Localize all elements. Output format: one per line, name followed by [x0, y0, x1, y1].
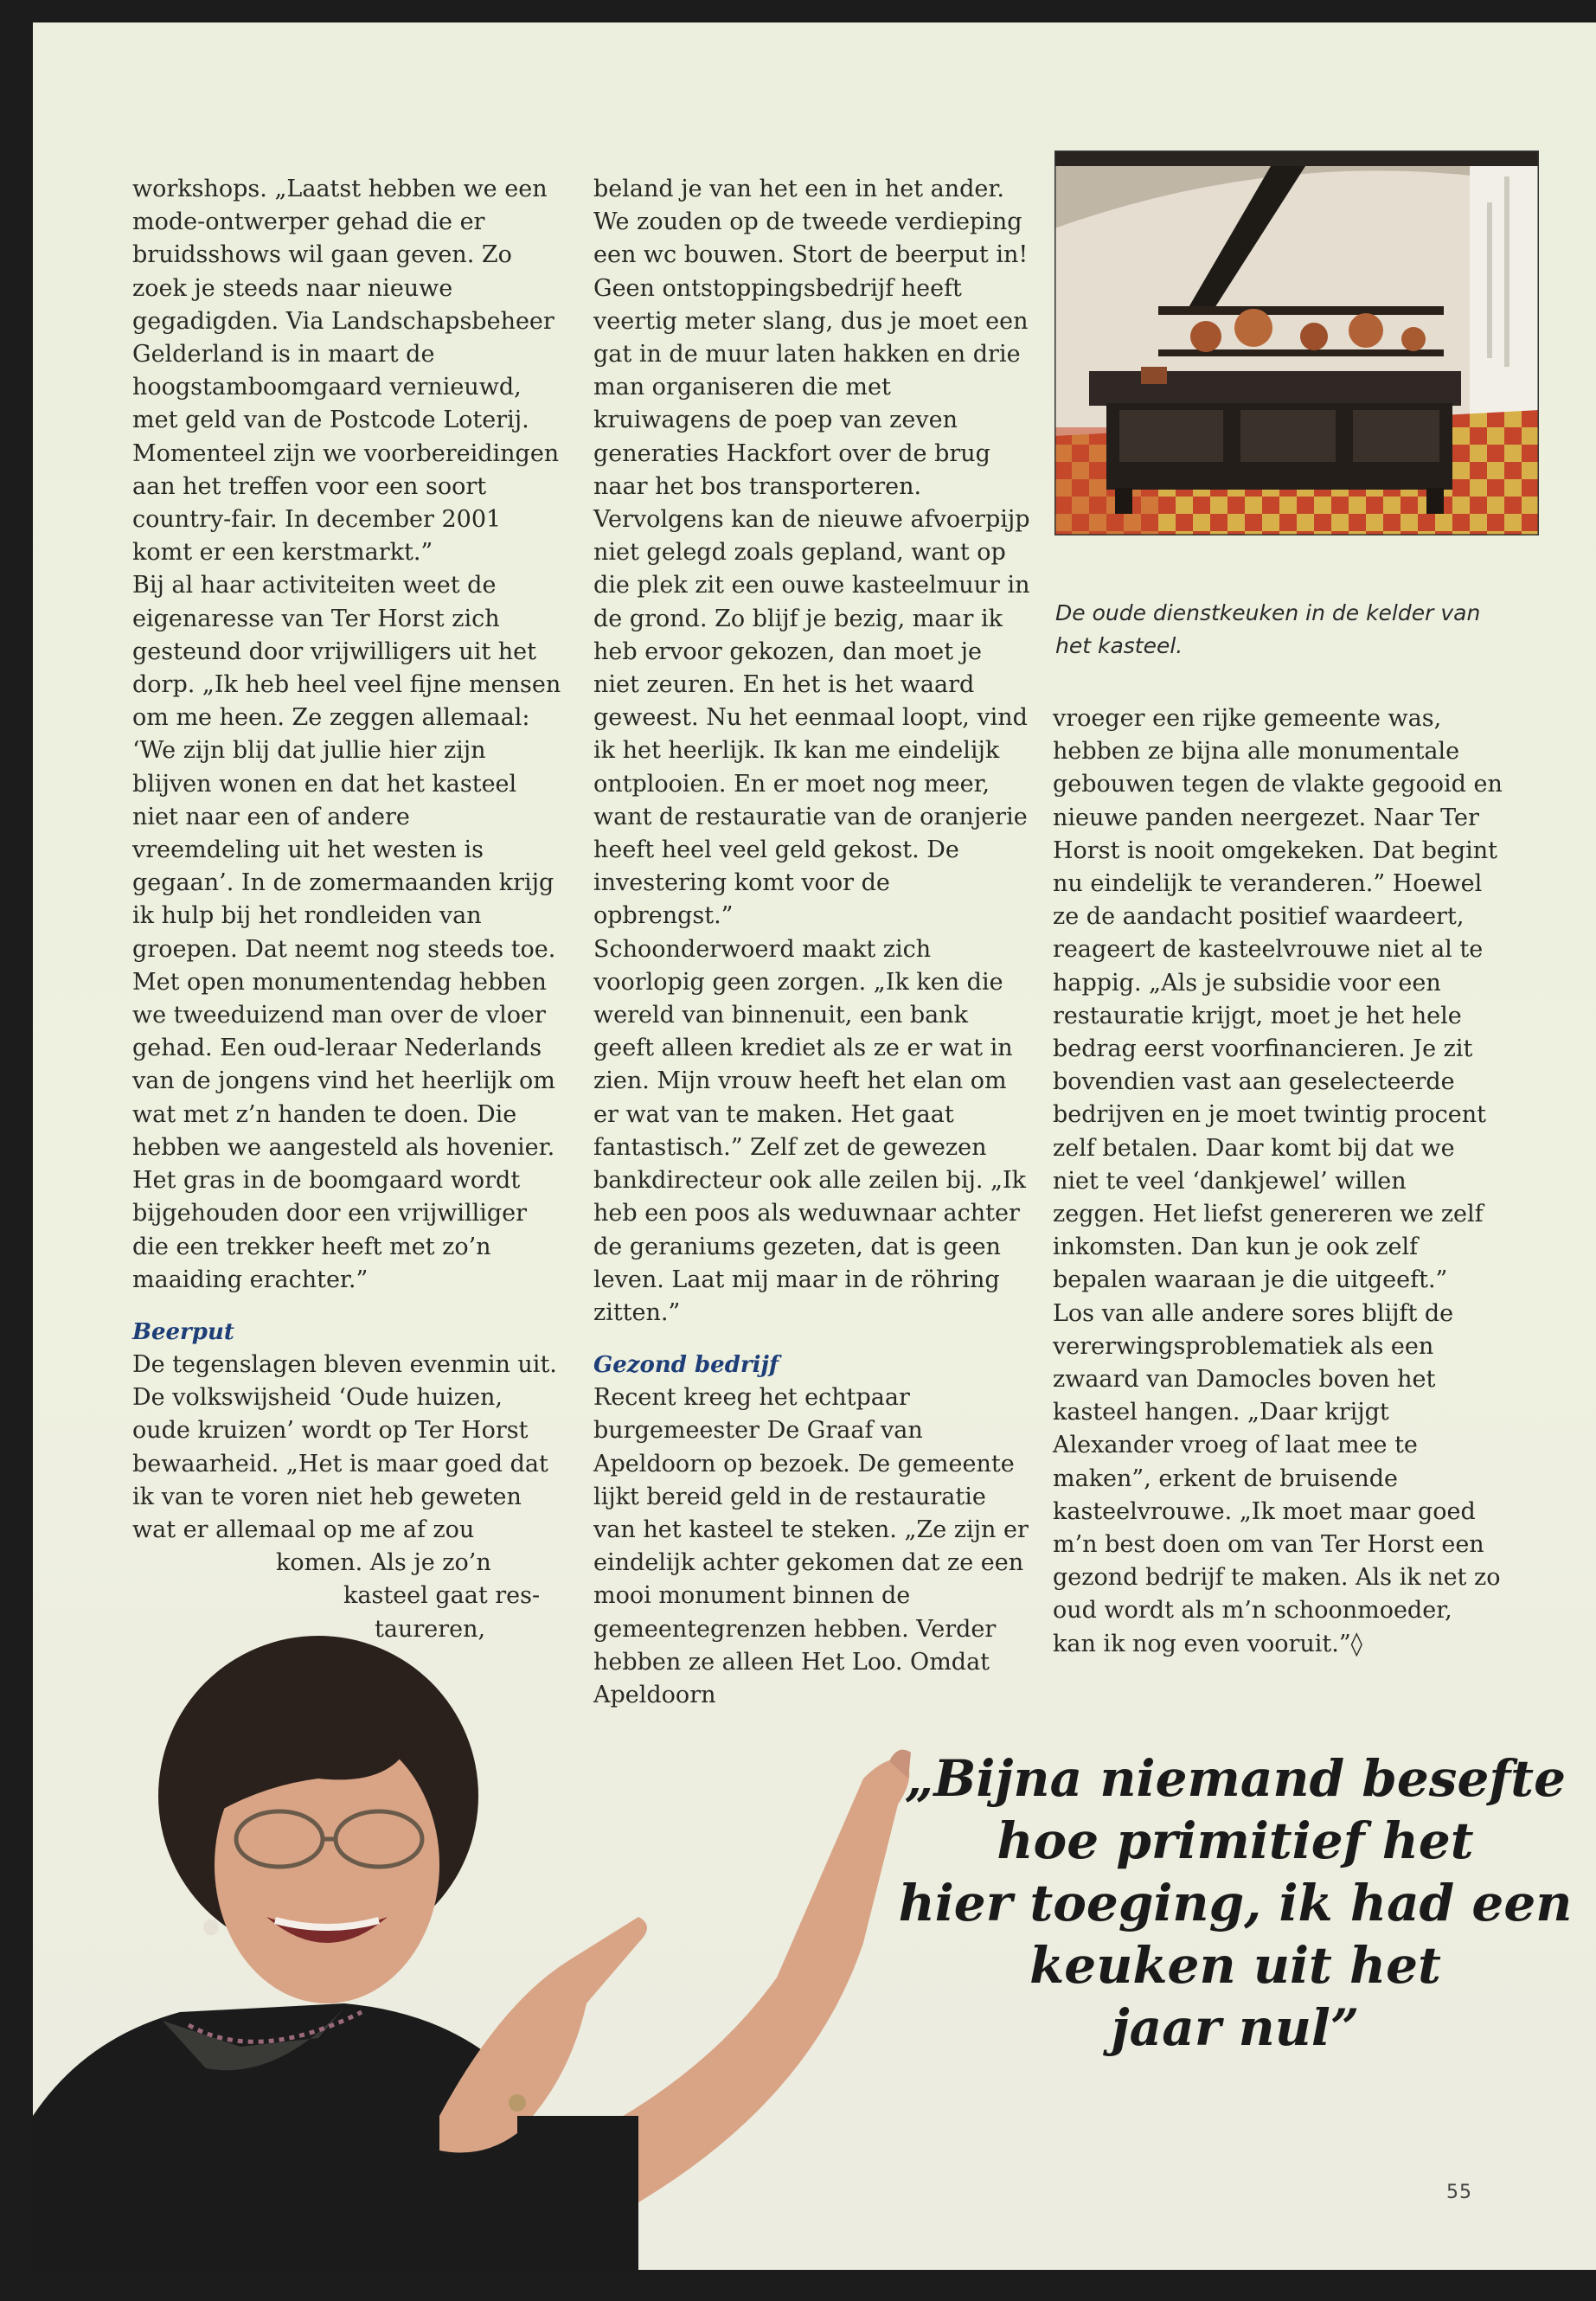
- quote-line: hoe primitief het: [997, 1811, 1474, 1870]
- magazine-page: [33, 22, 1596, 2270]
- kitchen-photo: [1054, 151, 1539, 535]
- paragraph: Schoonderwoerd maakt zich voorlopig geen zorgen. „Ik ken die wereld van binnenuit, een bank geeft alleen krediet als ze er wat in zien. Mijn vrouw heeft het elan om er wat van te maken. Het gaat fantastisch.” Zelf zet de gewezen bankdirecteur ook alle zeilen bij. „Ik heb een poos als weduwnaar achter de geraniums gezeten, dat is geen leven. Laat mij maar in de röhring zitten.”: [593, 935, 1027, 1326]
- quote-line: „Bijna niemand besefte: [905, 1749, 1566, 1808]
- paragraph: Recent kreeg het echtpaar burgemeester De Graaf van Apeldoorn op bezoek. De gemeente lijkt bereid geld in de restauratie van het kasteel te steken. „Ze zijn er eindelijk achter gekomen dat ze een mooi monument binnen de gemeentegrenzen hebben. Verder hebben ze alleen Het Loo. Omdat Apeldoorn: [593, 1384, 1029, 1708]
- portrait-photo: [33, 1631, 984, 2270]
- paragraph: Bij al haar activiteiten weet de eigenaresse van Ter Horst zich gesteund door vrijwilligers uit het dorp. „Ik heb heel veel fijne mensen om me heen. Ze zeggen allemaal: ‘We zijn blij dat jullie hier zijn blijven wonen en dat het kasteel niet naar een of andere vreemdeling uit het westen is gegaan’. In de zomermaanden krijg ik hulp bij het rondleiden van groepen. Dat neemt nog steeds toe. Met open monumentendag hebben we tweeduizend man over de vloer gehad. Een oud-leraar Nederlands van de jongens vind het heerlijk om wat met z’n handen te doen. Die hebben we aangesteld als hovenier. Het gras in de boomgaard wordt bijgehouden door een vrijwilliger die een trekker heeft met zo’n maaiding erachter.”: [132, 572, 561, 1293]
- quote-line: jaar nul”: [1111, 1998, 1360, 2057]
- page-number: 55: [1446, 2182, 1472, 2203]
- article-column-1: [132, 173, 565, 1646]
- paragraph: workshops. „Laatst hebben we een mode-ontwerper gehad die er bruidsshows wil gaan geven. Zo zoek je steeds naar nieuwe gegadigden. Via Landschapsbeheer Gelderland is in maart de hoogstamboomgaard vernieuwd, met geld van de Postcode Loterij. Momenteel zijn we voorbereidingen aan het treffen voor een soort country-fair. In december 2001 komt er een kerstmarkt.”: [132, 176, 560, 567]
- paragraph: Los van alle andere sores blijft de vererwingsproblematiek als een zwaard van Damocles boven het kasteel hangen. „Daar krijgt Alexander vroeg of laat mee te maken”, erkent de bruisende kasteelvrouwe. „Ik moet maar goed m’n best doen om van Ter Horst een gezond bedrijf te maken. Als ik net zo oud wordt als m’n schoonmoeder, kan ik nog even vooruit.”◊: [1053, 1299, 1501, 1657]
- quote-line: keuken uit het: [1029, 1936, 1441, 1995]
- paragraph-wrap-line: komen. Als je zo’n: [276, 1549, 491, 1577]
- pull-quote: [898, 1747, 1573, 2059]
- paragraph: beland je van het een in het ander. We zouden op de tweede verdieping een wc bouwen. Stort de beerput in! Geen ontstoppingsbedrijf heeft veertig meter slang, dus je moet een gat in de muur laten hakken en drie man organiseren die met kruiwagens de poep van zeven generaties Hackfort over de brug naar het bos transporteren. Vervolgens kan de nieuwe afvoerpijp niet gelegd zoals gepland, want op die plek zit een ouwe kasteelmuur in de grond. Zo blijf je bezig, maar ik heb ervoor gekozen, dan moet je niet zeuren. En het is het waard geweest. Nu het eenmaal loopt, vind ik het heerlijk. Ik kan me eindelijk ontplooien. En er moet nog meer, want de restauratie van de oranjerie heeft heel veel geld gekost. De investering komt voor de opbrengst.”: [593, 176, 1030, 930]
- paragraph: De tegenslagen bleven evenmin uit. De volkswijsheid ‘Oude huizen, oude kruizen’ wordt op Ter Horst bewaarheid. „Het is maar goed dat ik van te voren niet heb geweten wat er allemaal op me af zou: [132, 1350, 557, 1543]
- woman-portrait-illustration: [33, 1631, 984, 2270]
- section-heading-beerput: Beerput: [132, 1318, 234, 1345]
- article-column-2: [593, 173, 1030, 1712]
- paragraph-wrap-line: kasteel gaat res-: [343, 1582, 541, 1610]
- section-heading-gezond-bedrijf: Gezond bedrijf: [593, 1352, 779, 1379]
- article-column-3: [1053, 702, 1503, 1661]
- quote-line: hier toeging, ik had een: [898, 1874, 1573, 1932]
- kitchen-photo-illustration: [1054, 151, 1539, 535]
- paragraph-wrap-line: taureren,: [375, 1615, 486, 1643]
- photo-caption: De oude dienstkeuken in de kelder van het kasteel.: [1055, 600, 1481, 658]
- paragraph: vroeger een rijke gemeente was, hebben ze bijna alle monumentale gebouwen tegen de vlakte gegooid en nieuwe panden neergezet. Naar Ter Horst is nooit omgekeken. Dat begint nu eindelijk te veranderen.” Hoewel ze de aandacht positief waardeert, reageert de kasteelvrouwe niet al te happig. „Als je subsidie voor een restauratie krijgt, moet je het hele bedrag eerst voorfinancieren. Je zit bovendien vast aan geselecteerde bedrijven en je moet twintig procent zelf betalen. Daar komt bij dat we niet te veel ‘dankjewel’ willen zeggen. Het liefst genereren we zelf inkomsten. Dan kun je ook zelf bepalen waaraan je die uitgeeft.”: [1053, 705, 1503, 1294]
